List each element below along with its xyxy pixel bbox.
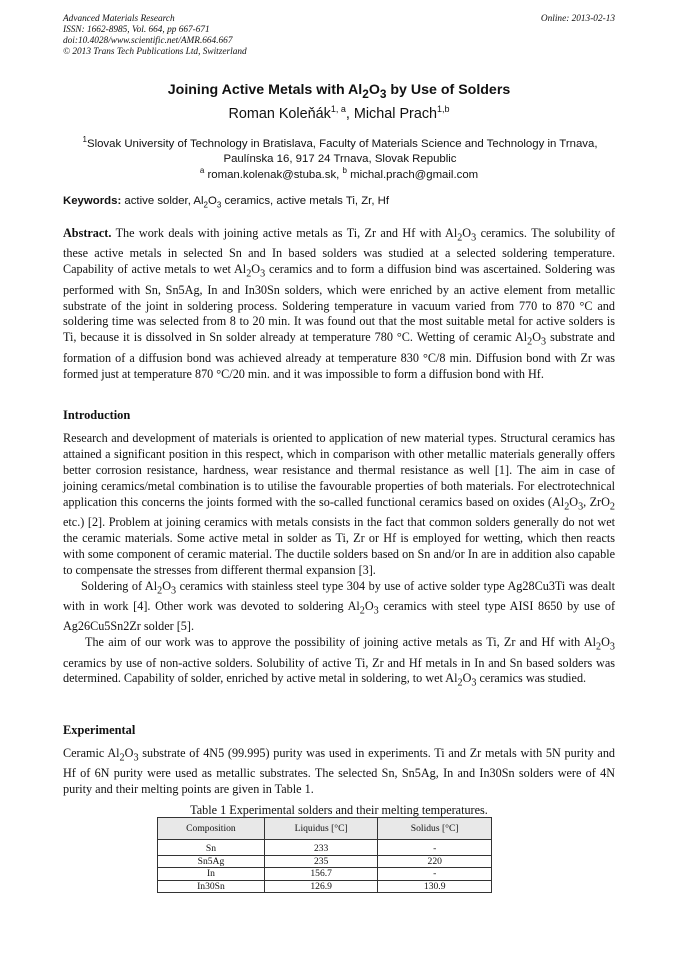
table-cell: In [158, 868, 265, 881]
table-caption: Table 1 Experimental solders and their melting temperatures. [190, 803, 488, 817]
email-link[interactable]: michal.prach@gmail.com [346, 168, 479, 181]
copyright-line: © 2013 Trans Tech Publications Ltd, Switzerland [63, 47, 247, 57]
table-cell: 156.7 [264, 868, 378, 881]
email-link[interactable]: roman.kolenak@stuba.sk, [204, 168, 343, 181]
doi-line: doi:10.4028/www.scientific.net/AMR.664.667 [63, 36, 233, 46]
author-name: Roman Koleňák [228, 105, 331, 122]
online-date: Online: 2013-02-13 [540, 14, 615, 24]
abstract-label: Abstract. [63, 226, 112, 240]
table-row [158, 855, 492, 868]
table-cell: 126.9 [264, 880, 378, 893]
introduction-body [63, 431, 615, 692]
table-cell: 130.9 [378, 880, 492, 893]
paragraph: Soldering of $Al_2O_3$ ceramics with stainless steel type 304 by use of active solder type Ag28Cu3Ti was dealt with in work [4]. Other work was devoted to soldering $Al_2O_3$ ceramics with steel type AISI 8650 by use of Ag26Cu5Sn2Zr solder [5]. [63, 578, 615, 634]
keywords-line: Keywords: active solder, $Al_2O_3$ ceramics, active metals Ti, Zr, Hf [63, 195, 390, 210]
section-heading-experimental: Experimental [63, 723, 136, 737]
table-cell: Sn5Ag [158, 855, 265, 868]
table-row [158, 868, 492, 881]
table-row [158, 880, 492, 893]
table-cell: 233 [264, 840, 378, 856]
column-header: Composition [158, 818, 265, 840]
journal-name: Advanced Materials Research [63, 14, 175, 24]
table-cell: - [378, 868, 492, 881]
table-header-row [158, 818, 492, 840]
paper-title: Joining Active Metals with $Al_2O_3$ by Use of Solders [167, 82, 511, 101]
column-header: Solidus [°C] [378, 818, 492, 840]
table-cell: - [378, 840, 492, 856]
paragraph: Research and development of materials is oriented to application of new material types. Structural ceramics has attained a significant position in this respect, which in comparison with other metallic materials generally offers better corrosion resistance, hardness, wear resistance and thermal resistance as well [1]. The aim in case of joining ceramics/metal combination is to utilise the favourable properties of both materials. For electrotechnical application this concerns the joints formed with the so-called functional ceramics based on oxides ($Al_2O_3$, ZrO$_2$ etc.) [2]. Problem at joining ceramics with metals consists in the fact that common solders generally do not wet the ceramic materials. Some active metal in solder as Ti, Zr or Hf is employed for wetting, which then reacts with some component of ceramic material. The ductile solders based on Sn and/or In are in addition also capable to compensate the stresses from different thermal expansion [3]. [63, 431, 615, 577]
section-heading-introduction: Introduction [63, 408, 131, 422]
table-row [158, 840, 492, 856]
table-cell: In30Sn [158, 880, 265, 893]
table-cell: 220 [378, 855, 492, 868]
issn-line: ISSN: 1662-8985, Vol. 664, pp 667-671 [63, 25, 210, 35]
experimental-body [63, 746, 615, 798]
table-cell: Sn [158, 840, 265, 856]
table-cell: 235 [264, 855, 378, 868]
author-emails: $^a$ roman.kolenak@stuba.sk, $^b$ michal.prach@gmail.com [199, 166, 479, 181]
melting-temperatures-table [157, 817, 492, 893]
abstract: Abstract. The work deals with joining active metals as Ti, Zr and Hf with $Al_2O_3$ ceramics. The solubility of these active metals in selected Sn and In based solders was studied at a selected soldering temperature. Capability of active metals to wet $Al_2O_3$ ceramics and to form a diffusion bind was ascertained. Soldering was performed with Sn, Sn5Ag, In and In30Sn solders, which were enriched by an active element from metallic substrate of the joint in soldering process. Soldering temperature in vacuum varied from 770 to 870 °C and soldering time was selected from 8 to 20 min. It was found out that the most suitable metal for active solders is Ti, because it is dissolved in Sn solder already at temperature 780 °C. Wetting of ceramic $Al_2O_3$ substrate and formation of a diffusion bond was achieved already at temperature 830 °C/8 min. Diffusion bond with Zr was formed just at temperature 870 °C/20 min. and it was impossible to form a diffusion bond with Hf. [63, 226, 615, 381]
page-header [63, 14, 615, 58]
affiliation: $^1$Slovak University of Technology in Bratislava, Faculty of Materials Science and Technology in Trnava, Paulínska 16, 917 24 Trnava, Slovak Republic [82, 135, 598, 165]
author-list: Roman Koleňák$^{1, a}$, Michal Prach$^{1,b}$ [228, 104, 450, 122]
paragraph: Ceramic $Al_2O_3$ substrate of 4N5 (99.995) purity was used in experiments. Ti and Zr metals with 5N purity and Hf of 6N purity were used as metallic substrates. The selected Sn, Sn5Ag, In and In30Sn solders were of 4N purity and their melting points are given in Table 1. [63, 746, 616, 797]
keywords-label: Keywords: [63, 195, 122, 207]
column-header: Liquidus [°C] [264, 818, 378, 840]
author-name: Michal Prach [353, 105, 438, 122]
paragraph: The aim of our work was to approve the possibility of joining active metals as Ti, Zr and Hf with $Al_2O_3$ ceramics by use of non-active solders. Solubility of active Ti, Zr and Hf metals in In and Sn based solders was determined. Capability of solder, enriched by active metal in soldering, to wet $Al_2O_3$ ceramics was studied. [63, 635, 615, 689]
